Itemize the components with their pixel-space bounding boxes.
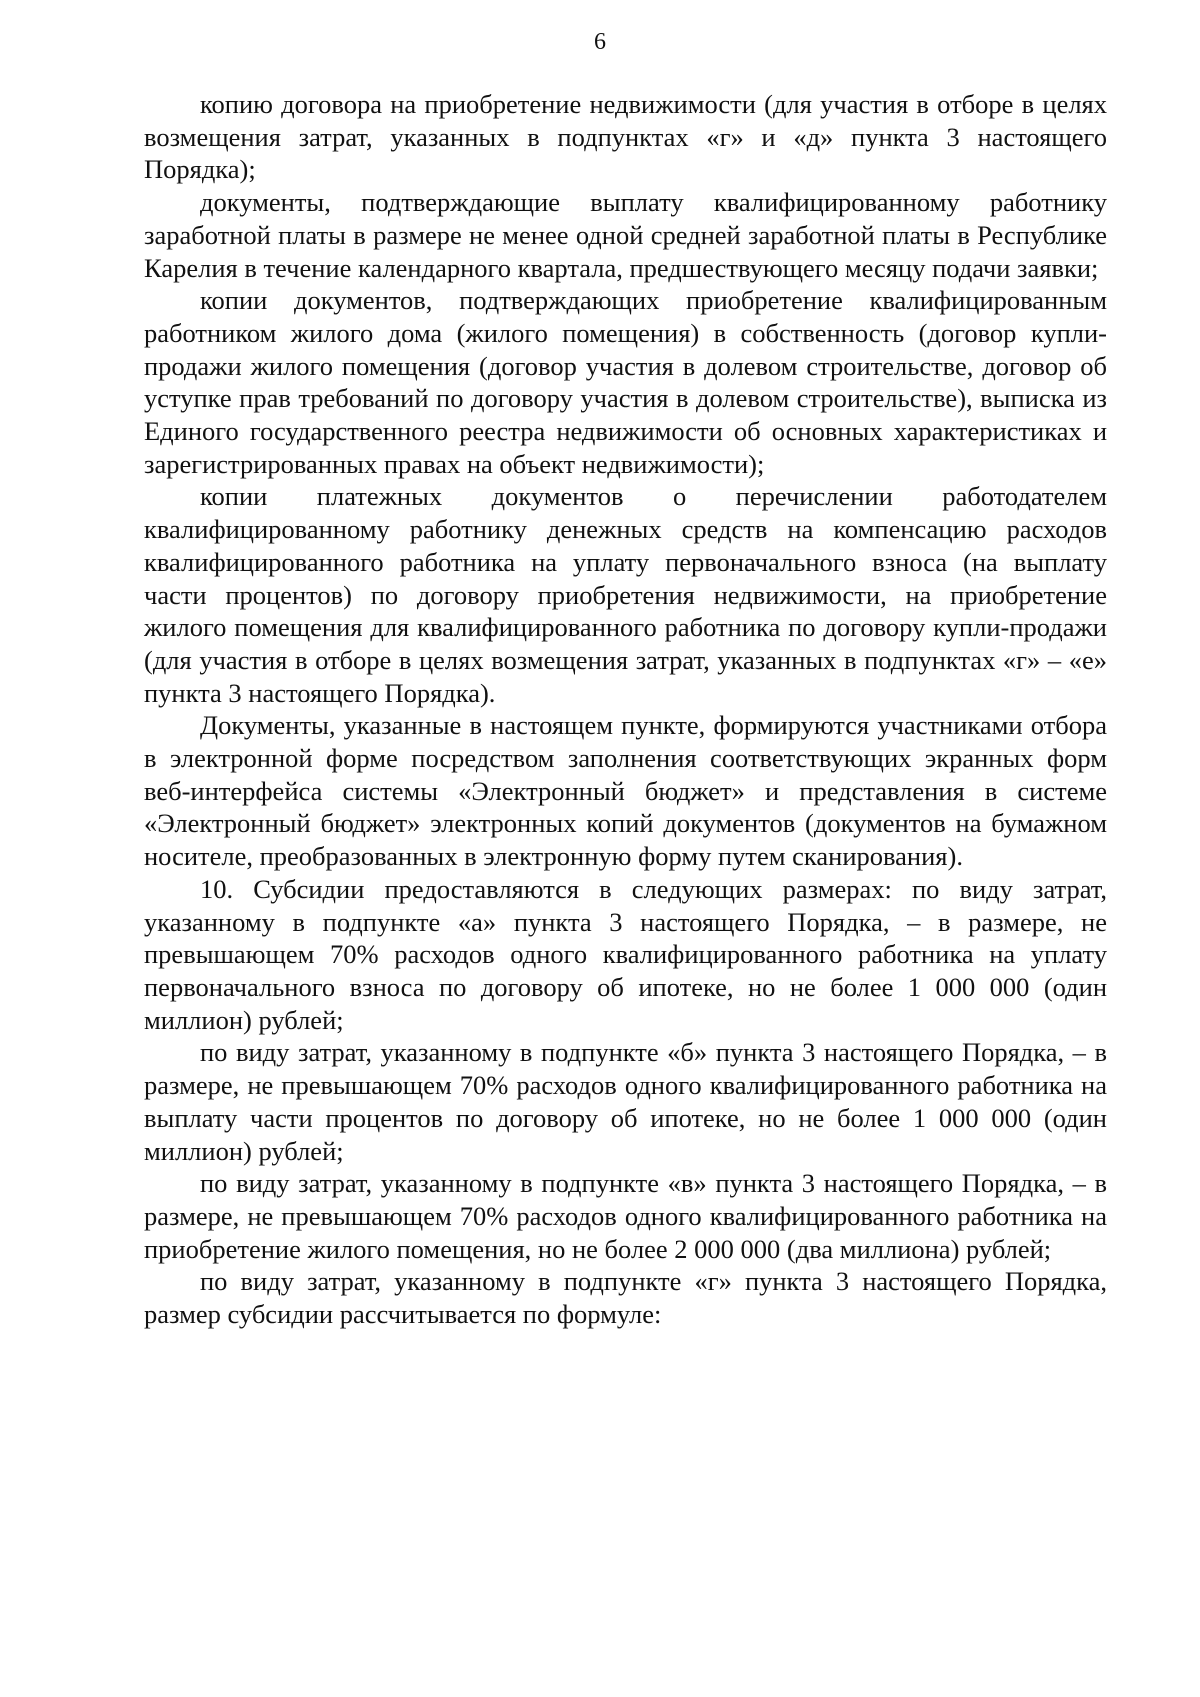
paragraph-contract-copy: копию договора на приобретение недвижимости (для участия в отборе в целях возмещения затрат, указанных в подпунктах «г» и «д» пункта 3 настоящего Порядка); bbox=[144, 89, 1107, 185]
paragraph-subsidy-size-a: 10. Субсидии предоставляются в следующих размерах: по виду затрат, указанному в подпункте «а» пункта 3 настоящего Порядка, – в размере, не превышающем 70% расходов одного квалифицированного работника на уплату первоначального взноса по договору об ипотеке, но не более 1 000 000 (один миллион) рублей; bbox=[144, 873, 1107, 1035]
paragraph-salary-documents: документы, подтверждающие выплату квалифицированному работнику заработной платы в размере не менее одной средней заработной платы в Республике Карелия в течение календарного квартала, предшествующего месяцу подачи заявки; bbox=[144, 187, 1107, 283]
paragraph-subsidy-formula-intro: по виду затрат, указанному в подпункте «г» пункта 3 настоящего Порядка, размер субсидии рассчитывается по формуле: bbox=[144, 1266, 1107, 1330]
page-number: 6 bbox=[594, 29, 606, 55]
paragraph-subsidy-size-v: по виду затрат, указанному в подпункте «в» пункта 3 настоящего Порядка, – в размере, не превышающем 70% расходов одного квалифицированного работника на приобретение жилого помещения, но не более 2 000 000 (два миллиона) рублей; bbox=[144, 1168, 1107, 1264]
paragraph-electronic-form: Документы, указанные в настоящем пункте, формируются участниками отбора в электронной форме посредством заполнения соответствующих экранных форм веб-интерфейса системы «Электронный бюджет» и представления в системе «Электронный бюджет» электронных копий документов (документов на бумажном носителе, преобразованных в электронную форму путем сканирования). bbox=[144, 710, 1107, 872]
paragraph-ownership-documents: копии документов, подтверждающих приобретение квалифицированным работником жилого дома (жилого помещения) в собственность (договор купли-продажи жилого помещения (договор участия в долевом строительстве, договор об уступке прав требований по договору участия в долевом строительстве), выписка из Единого государственного реестра недвижимости об основных характеристиках и зарегистрированных правах на объект недвижимости); bbox=[144, 285, 1107, 479]
paragraph-subsidy-size-b: по виду затрат, указанному в подпункте «б» пункта 3 настоящего Порядка, – в размере, не превышающем 70% расходов одного квалифицированного работника на выплату части процентов по договору об ипотеке, но не более 1 000 000 (один миллион) рублей; bbox=[144, 1037, 1107, 1166]
paragraph-payment-documents: копии платежных документов о перечислении работодателем квалифицированному работнику денежных средств на компенсацию расходов квалифицированного работника на уплату первоначального взноса (на выплату части процентов) по договору приобретения недвижимости, на приобретение жилого помещения для квалифицированного работника по договору купли-продажи (для участия в отборе в целях возмещения затрат, указанных в подпунктах «г» – «е» пункта 3 настоящего Порядка). bbox=[144, 481, 1107, 708]
document-body bbox=[144, 88, 1107, 1331]
